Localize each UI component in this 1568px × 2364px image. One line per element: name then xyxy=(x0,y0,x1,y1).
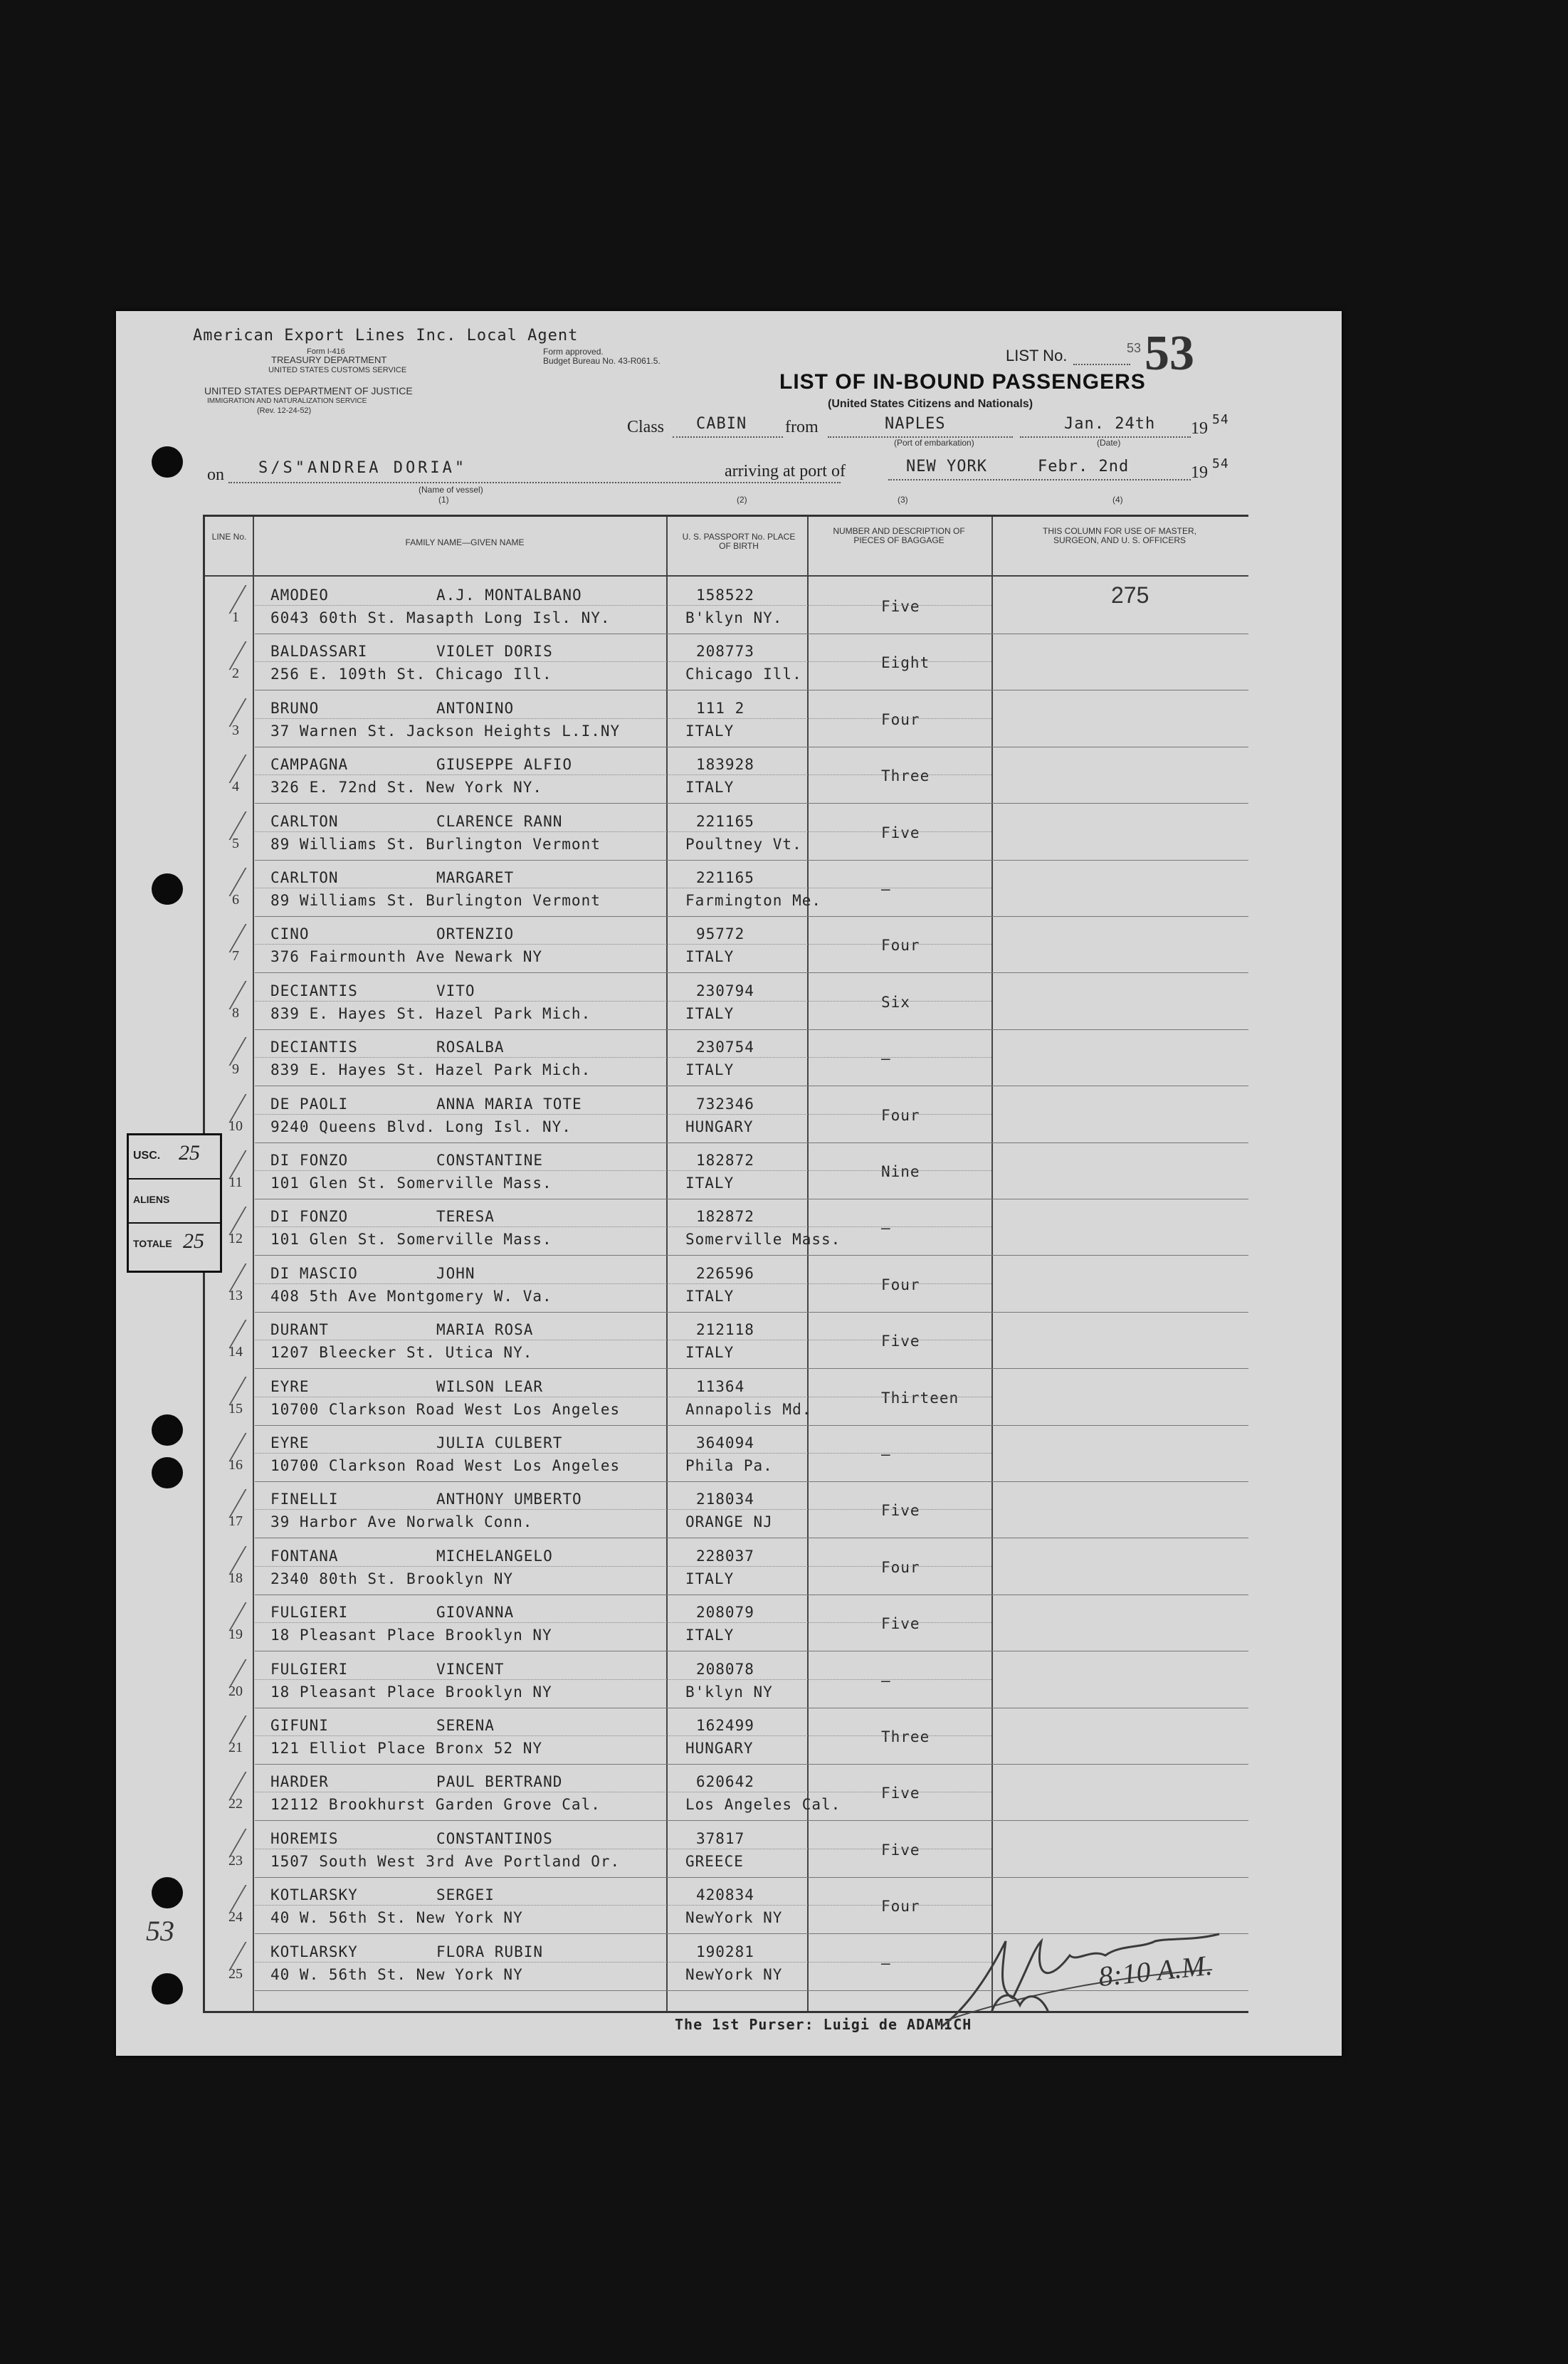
place-of-birth: ITALY xyxy=(685,1287,735,1305)
margin-note: 53 xyxy=(146,1915,174,1947)
table-row xyxy=(205,918,1248,975)
col-line-no: LINE No. xyxy=(211,532,247,542)
baggage: Five xyxy=(881,1841,920,1859)
embark-year-prefix: 19 xyxy=(1191,419,1208,438)
baggage: Five xyxy=(881,598,920,615)
line-number: 13 xyxy=(228,1287,243,1303)
place-of-birth: ITALY xyxy=(685,1344,735,1362)
baggage: Five xyxy=(881,1785,920,1802)
family-name: FONTANA xyxy=(270,1547,339,1565)
punch-hole xyxy=(152,1877,183,1908)
family-name: DI FONZO xyxy=(270,1208,349,1226)
given-name: ROSALBA xyxy=(436,1039,505,1056)
passport-number: 182872 xyxy=(696,1152,754,1169)
given-name: MARGARET xyxy=(436,869,515,886)
line-number: 16 xyxy=(228,1457,243,1473)
arriving-label: arriving at port of xyxy=(725,462,846,480)
caption-2: (2) xyxy=(737,495,747,505)
address: 839 E. Hayes St. Hazel Park Mich. xyxy=(270,1061,591,1079)
family-name: FULGIERI xyxy=(270,1604,349,1622)
table-row xyxy=(205,1145,1248,1201)
place-of-birth: Farmington Me. xyxy=(685,892,822,909)
punch-hole xyxy=(152,1457,183,1488)
address: 18 Pleasant Place Brooklyn NY xyxy=(270,1683,552,1701)
table-row xyxy=(205,1823,1248,1879)
baggage: Five xyxy=(881,1502,920,1520)
caption-3: (3) xyxy=(898,495,908,505)
family-name: DECIANTIS xyxy=(270,1039,358,1056)
list-no-small: 53 xyxy=(1127,341,1142,355)
baggage: Five xyxy=(881,1333,920,1350)
place-of-birth: ITALY xyxy=(685,1061,735,1079)
baggage: Nine xyxy=(881,1163,920,1180)
punch-hole xyxy=(152,1414,183,1446)
place-of-birth: NewYork NY xyxy=(685,1909,783,1927)
place-of-birth: ITALY xyxy=(685,1004,735,1022)
place-of-birth: ORANGE NJ xyxy=(685,1513,773,1531)
line-number: 9 xyxy=(232,1061,239,1078)
table-row xyxy=(205,806,1248,862)
family-name: DECIANTIS xyxy=(270,982,358,999)
family-name: CARLTON xyxy=(270,869,339,886)
family-name: BRUNO xyxy=(270,699,320,717)
table-row xyxy=(205,1088,1248,1145)
budget-bureau: Budget Bureau No. 43-R061.5. xyxy=(543,356,661,366)
usc-value: 25 xyxy=(179,1141,200,1165)
baggage: — xyxy=(881,881,891,898)
address: 18 Pleasant Place Brooklyn NY xyxy=(270,1627,552,1644)
baggage: — xyxy=(881,1219,891,1237)
baggage: Four xyxy=(881,1106,920,1124)
table-row xyxy=(205,1031,1248,1088)
line-number: 3 xyxy=(232,722,239,738)
on-label: on xyxy=(207,466,224,484)
family-name: DE PAOLI xyxy=(270,1095,349,1113)
passport-number: 230794 xyxy=(696,982,754,999)
col-officers: THIS COLUMN FOR USE OF MASTER, SURGEON, AND U. S. OFFICERS xyxy=(1042,526,1196,545)
given-name: GIOVANNA xyxy=(436,1604,515,1622)
arrival-year: 54 xyxy=(1212,456,1229,471)
punch-hole xyxy=(152,1973,183,2005)
date-caption: (Date) xyxy=(1097,438,1121,448)
place-of-birth: ITALY xyxy=(685,1627,735,1644)
line-number: 25 xyxy=(228,1965,243,1982)
immigration-service: IMMIGRATION AND NATURALIZATION SERVICE xyxy=(207,397,367,405)
passport-number: 230754 xyxy=(696,1039,754,1056)
address: 40 W. 56th St. New York NY xyxy=(270,1909,523,1927)
baggage: Four xyxy=(881,1898,920,1916)
usc-label: USC. xyxy=(133,1150,161,1162)
form-number: Form I-416 xyxy=(307,347,345,356)
table-row xyxy=(205,636,1248,692)
family-name: CARLTON xyxy=(270,812,339,830)
given-name: VITO xyxy=(436,982,475,999)
given-name: FLORA RUBIN xyxy=(436,1943,544,1960)
family-name: EYRE xyxy=(270,1434,310,1451)
address: 89 Williams St. Burlington Vermont xyxy=(270,892,601,909)
given-name: TERESA xyxy=(436,1208,495,1226)
baggage: — xyxy=(881,1671,891,1689)
table-row xyxy=(205,1483,1248,1540)
address: 326 E. 72nd St. New York NY. xyxy=(270,779,543,797)
place-of-birth: ITALY xyxy=(685,779,735,797)
class-value: CABIN xyxy=(696,415,747,433)
place-of-birth: B'klyn NY xyxy=(685,1683,773,1701)
given-name: A.J. MONTALBANO xyxy=(436,587,582,604)
passport-number: 111 2 xyxy=(696,699,745,717)
line-number: 4 xyxy=(232,779,239,795)
line-number: 18 xyxy=(228,1570,243,1586)
passport-number: 183928 xyxy=(696,756,754,774)
class-label: Class xyxy=(627,418,665,436)
from-label: from xyxy=(785,418,819,436)
line-number: 5 xyxy=(232,835,239,851)
baggage: Four xyxy=(881,1276,920,1293)
given-name: VINCENT xyxy=(436,1660,505,1678)
given-name: SERENA xyxy=(436,1717,495,1734)
place-of-birth: ITALY xyxy=(685,1175,735,1192)
from-value: NAPLES xyxy=(885,415,946,433)
line-number: 6 xyxy=(232,892,239,908)
table-row xyxy=(205,1766,1248,1822)
address: 1507 South West 3rd Ave Portland Or. xyxy=(270,1852,621,1870)
passport-number: 208078 xyxy=(696,1660,754,1678)
given-name: VIOLET DORIS xyxy=(436,643,553,661)
col-passport: U. S. PASSPORT No. PLACE OF BIRTH xyxy=(682,532,796,551)
line-number: 10 xyxy=(228,1118,243,1134)
place-of-birth: Phila Pa. xyxy=(685,1457,773,1474)
address: 37 Warnen St. Jackson Heights L.I.NY xyxy=(270,722,621,740)
address: 256 E. 109th St. Chicago Ill. xyxy=(270,666,552,683)
family-name: CAMPAGNA xyxy=(270,756,349,774)
table-row xyxy=(205,975,1248,1031)
table-row xyxy=(205,1427,1248,1483)
line-number: 22 xyxy=(228,1796,243,1812)
passenger-list-page xyxy=(116,311,1342,2056)
baggage: — xyxy=(881,1954,891,1972)
line-number: 2 xyxy=(232,666,239,682)
address: 10700 Clarkson Road West Los Angeles xyxy=(270,1400,621,1418)
family-name: KOTLARSKY xyxy=(270,1886,358,1904)
family-name: GIFUNI xyxy=(270,1717,329,1734)
caption-4: (4) xyxy=(1112,495,1123,505)
table-row xyxy=(205,1654,1248,1710)
table-row xyxy=(205,749,1248,805)
passport-number: 226596 xyxy=(696,1264,754,1282)
revision-date: (Rev. 12-24-52) xyxy=(257,406,312,415)
family-name: KOTLARSKY xyxy=(270,1943,358,1960)
passport-number: 208079 xyxy=(696,1604,754,1622)
passport-number: 162499 xyxy=(696,1717,754,1734)
address: 6043 60th St. Masapth Long Isl. NY. xyxy=(270,609,611,626)
baggage: Three xyxy=(881,1728,930,1745)
baggage: Eight xyxy=(881,654,930,672)
passport-number: 182872 xyxy=(696,1208,754,1226)
place-of-birth: Los Angeles Cal. xyxy=(685,1796,841,1814)
given-name: CONSTANTINOS xyxy=(436,1829,553,1847)
baggage: Four xyxy=(881,710,920,728)
passport-number: 732346 xyxy=(696,1095,754,1113)
vessel-name: S/S"ANDREA DORIA" xyxy=(258,459,468,477)
place-of-birth: GREECE xyxy=(685,1852,744,1870)
table-row xyxy=(205,862,1248,918)
baggage: Five xyxy=(881,824,920,841)
line-number: 24 xyxy=(228,1909,243,1926)
passport-number: 228037 xyxy=(696,1547,754,1565)
line-number: 1 xyxy=(232,609,239,625)
baggage: Six xyxy=(881,993,910,1011)
address: 2340 80th St. Brooklyn NY xyxy=(270,1570,514,1587)
line-number: 7 xyxy=(232,948,239,965)
totale-label: TOTALE xyxy=(133,1238,172,1249)
passport-number: 208773 xyxy=(696,643,754,661)
table-row xyxy=(205,1258,1248,1314)
arrival-year-prefix: 19 xyxy=(1191,463,1208,482)
address: 12112 Brookhurst Garden Grove Cal. xyxy=(270,1796,601,1814)
family-name: AMODEO xyxy=(270,587,329,604)
form-subtitle: (United States Citizens and Nationals) xyxy=(828,398,1033,410)
col-baggage: NUMBER AND DESCRIPTION OF PIECES OF BAGGAGE xyxy=(833,526,965,545)
line-number: 21 xyxy=(228,1740,243,1755)
family-name: EYRE xyxy=(270,1377,310,1395)
passenger-table xyxy=(203,515,1248,2013)
embark-year: 54 xyxy=(1212,412,1229,427)
address: 1207 Bleecker St. Utica NY. xyxy=(270,1344,533,1362)
form-title: LIST OF IN-BOUND PASSENGERS xyxy=(779,370,1146,394)
family-name: DI MASCIO xyxy=(270,1264,358,1282)
place-of-birth: B'klyn NY. xyxy=(685,609,783,626)
baggage: — xyxy=(881,1050,891,1068)
line-number: 8 xyxy=(232,1004,239,1021)
customs-service: UNITED STATES CUSTOMS SERVICE xyxy=(268,366,407,374)
address: 101 Glen St. Somerville Mass. xyxy=(270,1175,552,1192)
given-name: JULIA CULBERT xyxy=(436,1434,563,1451)
given-name: PAUL BERTRAND xyxy=(436,1773,563,1791)
place-of-birth: ITALY xyxy=(685,948,735,966)
port-caption: (Port of embarkation) xyxy=(894,438,974,448)
given-name: ORTENZIO xyxy=(436,925,515,943)
col-name: FAMILY NAME—GIVEN NAME xyxy=(405,537,525,547)
given-name: GIUSEPPE ALFIO xyxy=(436,756,573,774)
given-name: CLARENCE RANN xyxy=(436,812,563,830)
line-number: 19 xyxy=(228,1627,243,1643)
list-no-big: 53 xyxy=(1145,326,1194,381)
tally-box xyxy=(127,1133,222,1273)
place-of-birth: HUNGARY xyxy=(685,1740,754,1757)
place-of-birth: NewYork NY xyxy=(685,1965,783,1983)
passport-number: 218034 xyxy=(696,1491,754,1508)
vessel-caption: (Name of vessel) xyxy=(419,485,483,495)
table-row xyxy=(205,1710,1248,1766)
place-of-birth: Poultney Vt. xyxy=(685,835,802,853)
baggage: Five xyxy=(881,1615,920,1633)
table-row xyxy=(205,1597,1248,1653)
passport-number: 212118 xyxy=(696,1321,754,1339)
family-name: HARDER xyxy=(270,1773,329,1791)
passport-number: 221165 xyxy=(696,869,754,886)
line-number: 20 xyxy=(228,1683,243,1699)
passport-number: 37817 xyxy=(696,1829,745,1847)
totale-value: 25 xyxy=(183,1229,204,1253)
line-number: 23 xyxy=(228,1852,243,1869)
table-row xyxy=(205,1540,1248,1597)
given-name: ANTHONY UMBERTO xyxy=(436,1491,582,1508)
given-name: ANTONINO xyxy=(436,699,515,717)
line-number: 11 xyxy=(228,1175,243,1190)
given-name: SERGEI xyxy=(436,1886,495,1904)
place-of-birth: HUNGARY xyxy=(685,1118,754,1135)
line-number: 12 xyxy=(228,1231,243,1247)
place-of-birth: ITALY xyxy=(685,1570,735,1587)
punch-hole xyxy=(152,873,183,905)
address: 89 Williams St. Burlington Vermont xyxy=(270,835,601,853)
agent-stamp: American Export Lines Inc. Local Agent xyxy=(193,327,579,345)
passport-number: 620642 xyxy=(696,1773,754,1791)
aliens-label: ALIENS xyxy=(133,1194,170,1205)
family-name: FULGIERI xyxy=(270,1660,349,1678)
caption-1: (1) xyxy=(438,495,449,505)
place-of-birth: Chicago Ill. xyxy=(685,666,802,683)
list-no-label: LIST No. xyxy=(1006,347,1068,364)
line-number: 14 xyxy=(228,1344,243,1360)
given-name: MARIA ROSA xyxy=(436,1321,534,1339)
address: 9240 Queens Blvd. Long Isl. NY. xyxy=(270,1118,572,1135)
address: 10700 Clarkson Road West Los Angeles xyxy=(270,1457,621,1474)
punch-hole xyxy=(152,446,183,478)
passport-number: 190281 xyxy=(696,1943,754,1960)
table-row xyxy=(205,1371,1248,1427)
address: 839 E. Hayes St. Hazel Park Mich. xyxy=(270,1004,591,1022)
passport-number: 221165 xyxy=(696,812,754,830)
place-of-birth: ITALY xyxy=(685,722,735,740)
address: 40 W. 56th St. New York NY xyxy=(270,1965,523,1983)
baggage: Thirteen xyxy=(881,1389,959,1407)
family-name: BALDASSARI xyxy=(270,643,368,661)
address: 376 Fairmounth Ave Newark NY xyxy=(270,948,543,966)
address: 408 5th Ave Montgomery W. Va. xyxy=(270,1287,552,1305)
passport-number: 420834 xyxy=(696,1886,754,1904)
family-name: DI FONZO xyxy=(270,1152,349,1169)
baggage: Four xyxy=(881,1558,920,1576)
officer-annotation: 275 xyxy=(1111,582,1149,608)
place-of-birth: Annapolis Md. xyxy=(685,1400,812,1418)
address: 39 Harbor Ave Norwalk Conn. xyxy=(270,1513,533,1531)
place-of-birth: Somerville Mass. xyxy=(685,1231,841,1249)
table-row xyxy=(205,693,1248,749)
given-name: ANNA MARIA TOTE xyxy=(436,1095,582,1113)
department-of-justice: UNITED STATES DEPARTMENT OF JUSTICE xyxy=(204,385,413,396)
baggage: Three xyxy=(881,767,930,785)
line-number: 17 xyxy=(228,1513,243,1530)
given-name: CONSTANTINE xyxy=(436,1152,544,1169)
address: 101 Glen St. Somerville Mass. xyxy=(270,1231,552,1249)
family-name: CINO xyxy=(270,925,310,943)
passport-number: 364094 xyxy=(696,1434,754,1451)
signature-time: 8:10 A.M. xyxy=(1097,1948,1214,1993)
embark-date: Jan. 24th xyxy=(1064,415,1156,433)
address: 121 Elliot Place Bronx 52 NY xyxy=(270,1740,543,1757)
table-row xyxy=(205,579,1248,636)
passport-number: 11364 xyxy=(696,1377,745,1395)
arrival-port: NEW YORK xyxy=(906,458,987,476)
table-row xyxy=(205,1314,1248,1370)
form-approved: Form approved. xyxy=(543,347,604,357)
line-number: 15 xyxy=(228,1400,243,1417)
family-name: FINELLI xyxy=(270,1491,339,1508)
family-name: HOREMIS xyxy=(270,1829,339,1847)
given-name: JOHN xyxy=(436,1264,475,1282)
treasury-department: TREASURY DEPARTMENT xyxy=(271,354,387,365)
table-row xyxy=(205,1201,1248,1257)
given-name: MICHELANGELO xyxy=(436,1547,553,1565)
baggage: Four xyxy=(881,937,920,955)
purser-line: The 1st Purser: Luigi de ADAMICH xyxy=(675,2016,972,2033)
passport-number: 95772 xyxy=(696,925,745,943)
passport-number: 158522 xyxy=(696,587,754,604)
given-name: WILSON LEAR xyxy=(436,1377,544,1395)
arrival-date: Febr. 2nd xyxy=(1038,458,1130,476)
family-name: DURANT xyxy=(270,1321,329,1339)
baggage: — xyxy=(881,1446,891,1463)
